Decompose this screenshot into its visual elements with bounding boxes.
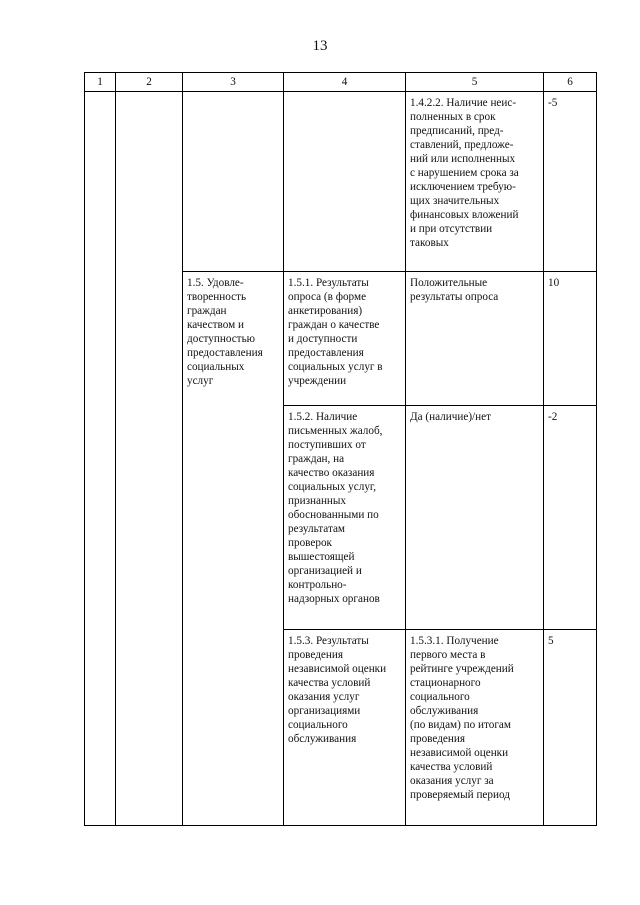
criteria-table bbox=[84, 72, 597, 826]
table-header-row bbox=[85, 73, 597, 92]
header-col-5: 5 bbox=[406, 73, 544, 92]
cell-criterion-1-5-1: Положительные результаты опроса bbox=[406, 272, 544, 406]
cell-score: -5 bbox=[544, 92, 597, 272]
table-row bbox=[85, 92, 597, 272]
cell-col-2 bbox=[116, 92, 183, 826]
cell-col-3-empty bbox=[183, 92, 284, 272]
cell-col-1 bbox=[85, 92, 116, 826]
cell-col-4-empty bbox=[284, 92, 406, 272]
cell-score: 10 bbox=[544, 272, 597, 406]
cell-score: -2 bbox=[544, 406, 597, 630]
header-col-3: 3 bbox=[183, 73, 284, 92]
header-col-2: 2 bbox=[116, 73, 183, 92]
cell-criterion-1-5-3-1: 1.5.3.1. Получение первого места в рейтинге учреждений стационарного социального обслуживания (по видам) по итогам проведения независимой оценки качества условий оказания услуг за проверяемый период bbox=[406, 630, 544, 826]
header-col-6: 6 bbox=[544, 73, 597, 92]
cell-score: 5 bbox=[544, 630, 597, 826]
cell-criterion-1-4-2-2: 1.4.2.2. Наличие неис- полненных в срок предписаний, пред- ставлений, предложе- ний или исполненных с нарушением срока за исключением требую- щих значительных финансовых вложений и при отсутствии таковых bbox=[406, 92, 544, 272]
cell-indicator-1-5-2: 1.5.2. Наличие письменных жалоб, поступивших от граждан, на качество оказания социальных услуг, признанных обоснованными по результатам проверок вышестоящей организацией и контрольно- надзорных органов bbox=[284, 406, 406, 630]
header-col-1: 1 bbox=[85, 73, 116, 92]
cell-indicator-1-5-1: 1.5.1. Результаты опроса (в форме анкетирования) граждан о качестве и доступности предоставления социальных услуг в учреждении bbox=[284, 272, 406, 406]
cell-indicator-1-5: 1.5. Удовле- творенность граждан качеством и доступностью предоставления социальных услуг bbox=[183, 272, 284, 826]
header-col-4: 4 bbox=[284, 73, 406, 92]
cell-criterion-1-5-2: Да (наличие)/нет bbox=[406, 406, 544, 630]
page-number: 13 bbox=[312, 38, 328, 54]
cell-indicator-1-5-3: 1.5.3. Результаты проведения независимой оценки качества условий оказания услуг организациями социального обслуживания bbox=[284, 630, 406, 826]
